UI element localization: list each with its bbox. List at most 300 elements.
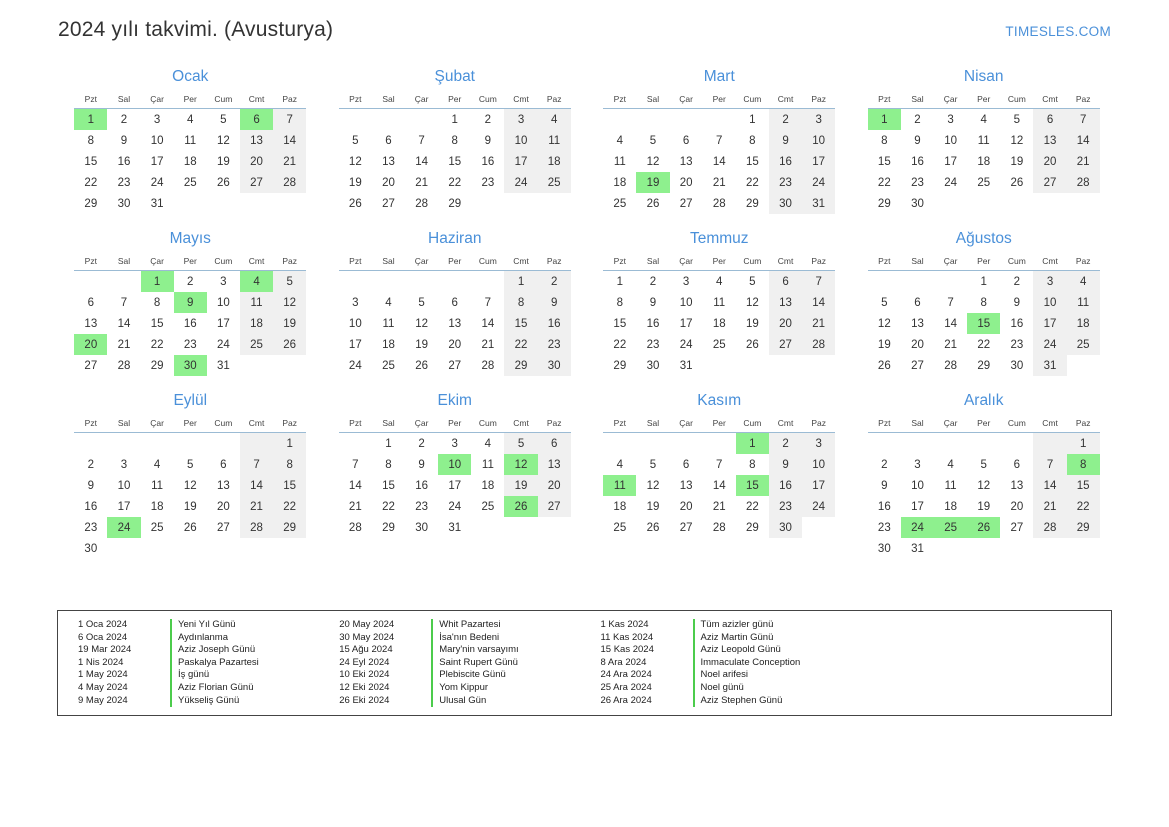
day-cell[interactable]: 18	[240, 313, 273, 334]
day-cell[interactable]: 12	[273, 292, 306, 313]
day-cell[interactable]: 18	[538, 151, 571, 172]
day-cell[interactable]: 18	[613, 176, 627, 189]
day-cell[interactable]: 17	[448, 479, 462, 492]
day-cell[interactable]: 2	[418, 437, 425, 450]
day-cell[interactable]: 22	[613, 338, 627, 351]
day-cell[interactable]: 15	[273, 475, 306, 496]
day-cell[interactable]: 12	[348, 155, 362, 168]
day-cell[interactable]: 16	[538, 313, 571, 334]
day-cell[interactable]: 6	[769, 271, 802, 293]
day-cell[interactable]: 28	[712, 197, 726, 210]
day-cell[interactable]: 4	[947, 458, 954, 471]
day-cell[interactable]: 28	[415, 197, 428, 210]
day-cell[interactable]: 26	[415, 359, 428, 372]
day-cell[interactable]: 17	[117, 500, 131, 513]
day-cell[interactable]: 23	[84, 521, 98, 534]
day-cell[interactable]: 20	[911, 338, 924, 351]
day-cell[interactable]: 3	[504, 109, 537, 131]
day-cell[interactable]: 29	[150, 359, 164, 372]
day-cell[interactable]: 18	[712, 317, 726, 330]
day-cell[interactable]: 18	[150, 500, 164, 513]
day-cell[interactable]: 4	[187, 113, 194, 126]
day-cell[interactable]: 22	[84, 176, 98, 189]
day-cell[interactable]: 22	[448, 176, 462, 189]
day-cell[interactable]: 26	[745, 338, 759, 351]
day-cell[interactable]: 21	[117, 338, 131, 351]
day-cell[interactable]: 23	[911, 176, 924, 189]
day-cell[interactable]: 13	[911, 317, 924, 330]
day-cell[interactable]: 29	[504, 355, 537, 376]
day-cell[interactable]: 28	[273, 172, 306, 193]
day-cell[interactable]: 12	[646, 479, 660, 492]
day-cell[interactable]: 30	[911, 197, 924, 210]
day-cell[interactable]: 2	[484, 113, 492, 126]
day-cell[interactable]: 31	[1033, 355, 1066, 376]
day-cell[interactable]: 16	[117, 155, 131, 168]
day-cell[interactable]: 17	[911, 500, 924, 513]
day-cell[interactable]: 11	[713, 296, 726, 309]
day-cell[interactable]: 10	[911, 479, 924, 492]
day-cell[interactable]: 26	[348, 197, 362, 210]
day-cell[interactable]: 1	[616, 275, 624, 288]
day-cell[interactable]: 30	[646, 359, 660, 372]
day-cell[interactable]: 1	[504, 271, 537, 293]
holiday-day-cell[interactable]: 1	[141, 271, 174, 293]
day-cell[interactable]: 6	[451, 296, 458, 309]
day-cell[interactable]: 9	[538, 292, 571, 313]
day-cell[interactable]: 21	[944, 338, 957, 351]
day-cell[interactable]: 5	[649, 458, 657, 471]
day-cell[interactable]: 2	[881, 458, 888, 471]
day-cell[interactable]: 19	[745, 317, 759, 330]
day-cell[interactable]: 23	[415, 500, 428, 513]
day-cell[interactable]: 20	[679, 176, 693, 189]
day-cell[interactable]: 3	[682, 275, 690, 288]
day-cell[interactable]: 27	[1033, 172, 1066, 193]
holiday-day-cell[interactable]: 30	[174, 355, 207, 376]
day-cell[interactable]: 11	[538, 130, 571, 151]
day-cell[interactable]: 23	[183, 338, 197, 351]
day-cell[interactable]: 9	[1013, 296, 1021, 309]
day-cell[interactable]: 10	[944, 134, 957, 147]
day-cell[interactable]: 26	[216, 176, 230, 189]
day-cell[interactable]: 21	[802, 313, 835, 334]
day-cell[interactable]: 22	[745, 176, 759, 189]
day-cell[interactable]: 28	[117, 359, 131, 372]
day-cell[interactable]: 11	[151, 479, 164, 492]
holiday-day-cell[interactable]: 26	[967, 517, 1000, 538]
day-cell[interactable]: 21	[415, 176, 428, 189]
day-cell[interactable]: 10	[150, 134, 164, 147]
day-cell[interactable]: 8	[87, 134, 95, 147]
day-cell[interactable]: 7	[716, 458, 723, 471]
day-cell[interactable]: 29	[745, 197, 759, 210]
day-cell[interactable]: 13	[216, 479, 230, 492]
day-cell[interactable]: 7	[240, 454, 273, 475]
day-cell[interactable]: 29	[977, 359, 991, 372]
day-cell[interactable]: 9	[769, 130, 802, 151]
day-cell[interactable]: 27	[911, 359, 924, 372]
day-cell[interactable]: 26	[646, 197, 660, 210]
day-cell[interactable]: 17	[150, 155, 164, 168]
day-cell[interactable]: 17	[504, 151, 537, 172]
day-cell[interactable]: 28	[240, 517, 273, 538]
day-cell[interactable]: 14	[1067, 130, 1100, 151]
day-cell[interactable]: 24	[216, 338, 230, 351]
day-cell[interactable]: 13	[1010, 479, 1024, 492]
day-cell[interactable]: 4	[980, 113, 987, 126]
day-cell[interactable]: 27	[84, 359, 98, 372]
day-cell[interactable]: 9	[914, 134, 921, 147]
day-cell[interactable]: 6	[914, 296, 921, 309]
day-cell[interactable]: 24	[150, 176, 164, 189]
day-cell[interactable]: 3	[1033, 271, 1066, 293]
day-cell[interactable]: 9	[418, 458, 425, 471]
day-cell[interactable]: 4	[616, 458, 624, 471]
day-cell[interactable]: 22	[504, 334, 537, 355]
day-cell[interactable]: 6	[1033, 109, 1066, 131]
day-cell[interactable]: 15	[84, 155, 98, 168]
day-cell[interactable]: 16	[84, 500, 98, 513]
day-cell[interactable]: 19	[415, 338, 428, 351]
holiday-day-cell[interactable]: 25	[934, 517, 967, 538]
day-cell[interactable]: 30	[769, 517, 802, 538]
day-cell[interactable]: 20	[679, 500, 693, 513]
day-cell[interactable]: 15	[448, 155, 462, 168]
holiday-day-cell[interactable]: 24	[901, 517, 934, 538]
day-cell[interactable]: 4	[616, 134, 624, 147]
day-cell[interactable]: 2	[649, 275, 657, 288]
day-cell[interactable]: 4	[538, 109, 571, 131]
day-cell[interactable]: 16	[646, 317, 660, 330]
day-cell[interactable]: 31	[448, 521, 462, 534]
day-cell[interactable]: 12	[415, 317, 428, 330]
day-cell[interactable]: 28	[712, 521, 726, 534]
day-cell[interactable]: 28	[481, 359, 495, 372]
day-cell[interactable]: 13	[1033, 130, 1066, 151]
day-cell[interactable]: 28	[944, 359, 957, 372]
day-cell[interactable]: 11	[184, 134, 197, 147]
day-cell[interactable]: 24	[802, 496, 835, 517]
day-cell[interactable]: 21	[1033, 496, 1066, 517]
day-cell[interactable]: 20	[448, 338, 462, 351]
day-cell[interactable]: 15	[877, 155, 891, 168]
day-cell[interactable]: 26	[877, 359, 891, 372]
day-cell[interactable]: 28	[348, 521, 362, 534]
day-cell[interactable]: 5	[980, 458, 987, 471]
day-cell[interactable]: 29	[877, 197, 891, 210]
day-cell[interactable]: 8	[153, 296, 161, 309]
day-cell[interactable]: 21	[273, 151, 306, 172]
day-cell[interactable]: 20	[216, 500, 230, 513]
day-cell[interactable]: 17	[216, 317, 230, 330]
day-cell[interactable]: 27	[538, 496, 571, 517]
day-cell[interactable]: 14	[117, 317, 131, 330]
day-cell[interactable]: 5	[187, 458, 194, 471]
day-cell[interactable]: 13	[679, 155, 693, 168]
day-cell[interactable]: 7	[716, 134, 723, 147]
day-cell[interactable]: 11	[240, 292, 273, 313]
day-cell[interactable]: 23	[117, 176, 131, 189]
day-cell[interactable]: 17	[802, 475, 835, 496]
day-cell[interactable]: 18	[1067, 313, 1100, 334]
day-cell[interactable]: 13	[240, 130, 273, 151]
day-cell[interactable]: 1	[385, 437, 392, 450]
day-cell[interactable]: 18	[183, 155, 197, 168]
holiday-day-cell[interactable]: 10	[438, 454, 471, 475]
day-cell[interactable]: 16	[415, 479, 428, 492]
day-cell[interactable]: 21	[712, 500, 726, 513]
day-cell[interactable]: 9	[649, 296, 657, 309]
day-cell[interactable]: 21	[1067, 151, 1100, 172]
day-cell[interactable]: 24	[679, 338, 693, 351]
day-cell[interactable]: 11	[977, 134, 990, 147]
day-cell[interactable]: 6	[682, 134, 690, 147]
day-cell[interactable]: 14	[240, 475, 273, 496]
day-cell[interactable]: 27	[679, 521, 693, 534]
day-cell[interactable]: 19	[183, 500, 197, 513]
day-cell[interactable]: 24	[802, 172, 835, 193]
day-cell[interactable]: 20	[1010, 500, 1024, 513]
day-cell[interactable]: 13	[538, 454, 571, 475]
day-cell[interactable]: 5	[273, 271, 306, 293]
day-cell[interactable]: 20	[382, 176, 395, 189]
day-cell[interactable]: 3	[802, 433, 835, 455]
day-cell[interactable]: 21	[712, 176, 726, 189]
day-cell[interactable]: 21	[348, 500, 362, 513]
day-cell[interactable]: 30	[769, 193, 802, 214]
day-cell[interactable]: 19	[646, 500, 660, 513]
day-cell[interactable]: 15	[504, 313, 537, 334]
day-cell[interactable]: 1	[980, 275, 987, 288]
day-cell[interactable]: 17	[679, 317, 693, 330]
day-cell[interactable]: 12	[877, 317, 891, 330]
day-cell[interactable]: 30	[538, 355, 571, 376]
day-cell[interactable]: 27	[382, 197, 395, 210]
day-cell[interactable]: 11	[1067, 292, 1100, 313]
day-cell[interactable]: 1	[749, 113, 756, 126]
day-cell[interactable]: 3	[914, 458, 921, 471]
day-cell[interactable]: 6	[220, 458, 227, 471]
day-cell[interactable]: 30	[117, 197, 131, 210]
day-cell[interactable]: 17	[944, 155, 957, 168]
day-cell[interactable]: 31	[679, 359, 693, 372]
day-cell[interactable]: 3	[352, 296, 359, 309]
day-cell[interactable]: 19	[273, 313, 306, 334]
day-cell[interactable]: 29	[84, 197, 98, 210]
day-cell[interactable]: 6	[1013, 458, 1021, 471]
day-cell[interactable]: 9	[881, 479, 888, 492]
holiday-day-cell[interactable]: 20	[74, 334, 107, 355]
day-cell[interactable]: 30	[84, 542, 98, 555]
day-cell[interactable]: 8	[980, 296, 987, 309]
day-cell[interactable]: 23	[538, 334, 571, 355]
day-cell[interactable]: 16	[481, 155, 495, 168]
day-cell[interactable]: 11	[613, 155, 626, 168]
day-cell[interactable]: 2	[769, 109, 802, 131]
day-cell[interactable]: 2	[914, 113, 921, 126]
day-cell[interactable]: 19	[348, 176, 362, 189]
day-cell[interactable]: 1	[451, 113, 458, 126]
day-cell[interactable]: 20	[240, 151, 273, 172]
day-cell[interactable]: 15	[745, 155, 759, 168]
day-cell[interactable]: 14	[712, 155, 726, 168]
day-cell[interactable]: 3	[120, 458, 128, 471]
day-cell[interactable]: 22	[150, 338, 164, 351]
day-cell[interactable]: 8	[881, 134, 888, 147]
day-cell[interactable]: 7	[273, 109, 306, 131]
day-cell[interactable]: 2	[87, 458, 95, 471]
day-cell[interactable]: 16	[1010, 317, 1024, 330]
day-cell[interactable]: 13	[448, 317, 462, 330]
day-cell[interactable]: 24	[1033, 334, 1066, 355]
day-cell[interactable]: 18	[481, 479, 495, 492]
day-cell[interactable]: 27	[216, 521, 230, 534]
day-cell[interactable]: 5	[749, 275, 756, 288]
day-cell[interactable]: 8	[504, 292, 537, 313]
day-cell[interactable]: 25	[613, 521, 627, 534]
day-cell[interactable]: 25	[977, 176, 991, 189]
day-cell[interactable]: 10	[802, 130, 835, 151]
day-cell[interactable]: 9	[120, 134, 128, 147]
day-cell[interactable]: 6	[385, 134, 392, 147]
day-cell[interactable]: 16	[877, 500, 891, 513]
day-cell[interactable]: 7	[1067, 109, 1100, 131]
day-cell[interactable]: 6	[682, 458, 690, 471]
day-cell[interactable]: 10	[802, 454, 835, 475]
day-cell[interactable]: 5	[649, 134, 657, 147]
day-cell[interactable]: 25	[1067, 334, 1100, 355]
day-cell[interactable]: 27	[679, 197, 693, 210]
day-cell[interactable]: 5	[220, 113, 227, 126]
day-cell[interactable]: 6	[87, 296, 95, 309]
day-cell[interactable]: 25	[613, 197, 627, 210]
day-cell[interactable]: 19	[977, 500, 991, 513]
day-cell[interactable]: 30	[415, 521, 428, 534]
day-cell[interactable]: 14	[944, 317, 957, 330]
day-cell[interactable]: 2	[187, 275, 194, 288]
day-cell[interactable]: 29	[382, 521, 395, 534]
day-cell[interactable]: 4	[1067, 271, 1100, 293]
day-cell[interactable]: 31	[150, 197, 164, 210]
day-cell[interactable]: 4	[484, 437, 492, 450]
day-cell[interactable]: 13	[382, 155, 395, 168]
day-cell[interactable]: 28	[802, 334, 835, 355]
day-cell[interactable]: 7	[120, 296, 128, 309]
day-cell[interactable]: 23	[646, 338, 660, 351]
day-cell[interactable]: 3	[802, 109, 835, 131]
day-cell[interactable]: 11	[382, 317, 395, 330]
day-cell[interactable]: 12	[216, 134, 230, 147]
holiday-day-cell[interactable]: 6	[240, 109, 273, 131]
holiday-day-cell[interactable]: 24	[107, 517, 140, 538]
day-cell[interactable]: 23	[1010, 338, 1024, 351]
day-cell[interactable]: 2	[769, 433, 802, 455]
day-cell[interactable]: 23	[769, 496, 802, 517]
day-cell[interactable]: 18	[944, 500, 957, 513]
day-cell[interactable]: 11	[944, 479, 957, 492]
day-cell[interactable]: 22	[977, 338, 991, 351]
day-cell[interactable]: 23	[769, 172, 802, 193]
holiday-day-cell[interactable]: 12	[504, 454, 537, 475]
day-cell[interactable]: 18	[977, 155, 991, 168]
day-cell[interactable]: 10	[117, 479, 131, 492]
day-cell[interactable]: 25	[183, 176, 197, 189]
day-cell[interactable]: 16	[183, 317, 197, 330]
day-cell[interactable]: 10	[679, 296, 693, 309]
day-cell[interactable]: 4	[716, 275, 723, 288]
day-cell[interactable]: 8	[273, 454, 306, 475]
day-cell[interactable]: 7	[418, 134, 425, 147]
day-cell[interactable]: 21	[481, 338, 495, 351]
day-cell[interactable]: 29	[613, 359, 627, 372]
day-cell[interactable]: 19	[504, 475, 537, 496]
day-cell[interactable]: 25	[538, 172, 571, 193]
holiday-day-cell[interactable]: 1	[736, 433, 769, 455]
day-cell[interactable]: 27	[1010, 521, 1024, 534]
holiday-day-cell[interactable]: 26	[504, 496, 537, 517]
day-cell[interactable]: 22	[877, 176, 891, 189]
day-cell[interactable]: 7	[947, 296, 954, 309]
day-cell[interactable]: 27	[448, 359, 462, 372]
day-cell[interactable]: 29	[745, 521, 759, 534]
day-cell[interactable]: 15	[613, 317, 627, 330]
day-cell[interactable]: 19	[1010, 155, 1024, 168]
day-cell[interactable]: 26	[1010, 176, 1024, 189]
day-cell[interactable]: 14	[712, 479, 726, 492]
day-cell[interactable]: 5	[1013, 113, 1021, 126]
day-cell[interactable]: 10	[504, 130, 537, 151]
day-cell[interactable]: 2	[120, 113, 128, 126]
day-cell[interactable]: 13	[84, 317, 98, 330]
day-cell[interactable]: 14	[802, 292, 835, 313]
day-cell[interactable]: 8	[749, 458, 756, 471]
day-cell[interactable]: 22	[273, 496, 306, 517]
day-cell[interactable]: 28	[1033, 517, 1066, 538]
holiday-day-cell[interactable]: 9	[174, 292, 207, 313]
day-cell[interactable]: 31	[911, 542, 924, 555]
day-cell[interactable]: 6	[538, 433, 571, 455]
day-cell[interactable]: 10	[348, 317, 362, 330]
day-cell[interactable]: 28	[1067, 172, 1100, 193]
day-cell[interactable]: 15	[1067, 475, 1100, 496]
day-cell[interactable]: 12	[646, 155, 660, 168]
day-cell[interactable]: 13	[769, 292, 802, 313]
day-cell[interactable]: 17	[348, 338, 362, 351]
day-cell[interactable]: 4	[385, 296, 392, 309]
day-cell[interactable]: 18	[382, 338, 395, 351]
day-cell[interactable]: 29	[273, 517, 306, 538]
day-cell[interactable]: 13	[679, 479, 693, 492]
day-cell[interactable]: 4	[153, 458, 161, 471]
day-cell[interactable]: 3	[220, 275, 227, 288]
day-cell[interactable]: 22	[382, 500, 395, 513]
day-cell[interactable]: 9	[484, 134, 492, 147]
day-cell[interactable]: 2	[1013, 275, 1021, 288]
holiday-day-cell[interactable]: 19	[636, 172, 669, 193]
day-cell[interactable]: 20	[1033, 151, 1066, 172]
day-cell[interactable]: 25	[481, 500, 495, 513]
day-cell[interactable]: 24	[944, 176, 957, 189]
day-cell[interactable]: 20	[538, 475, 571, 496]
day-cell[interactable]: 17	[802, 151, 835, 172]
day-cell[interactable]: 26	[273, 334, 306, 355]
day-cell[interactable]: 14	[481, 317, 495, 330]
day-cell[interactable]: 26	[183, 521, 197, 534]
day-cell[interactable]: 23	[481, 176, 495, 189]
day-cell[interactable]: 16	[769, 475, 802, 496]
day-cell[interactable]: 8	[616, 296, 624, 309]
